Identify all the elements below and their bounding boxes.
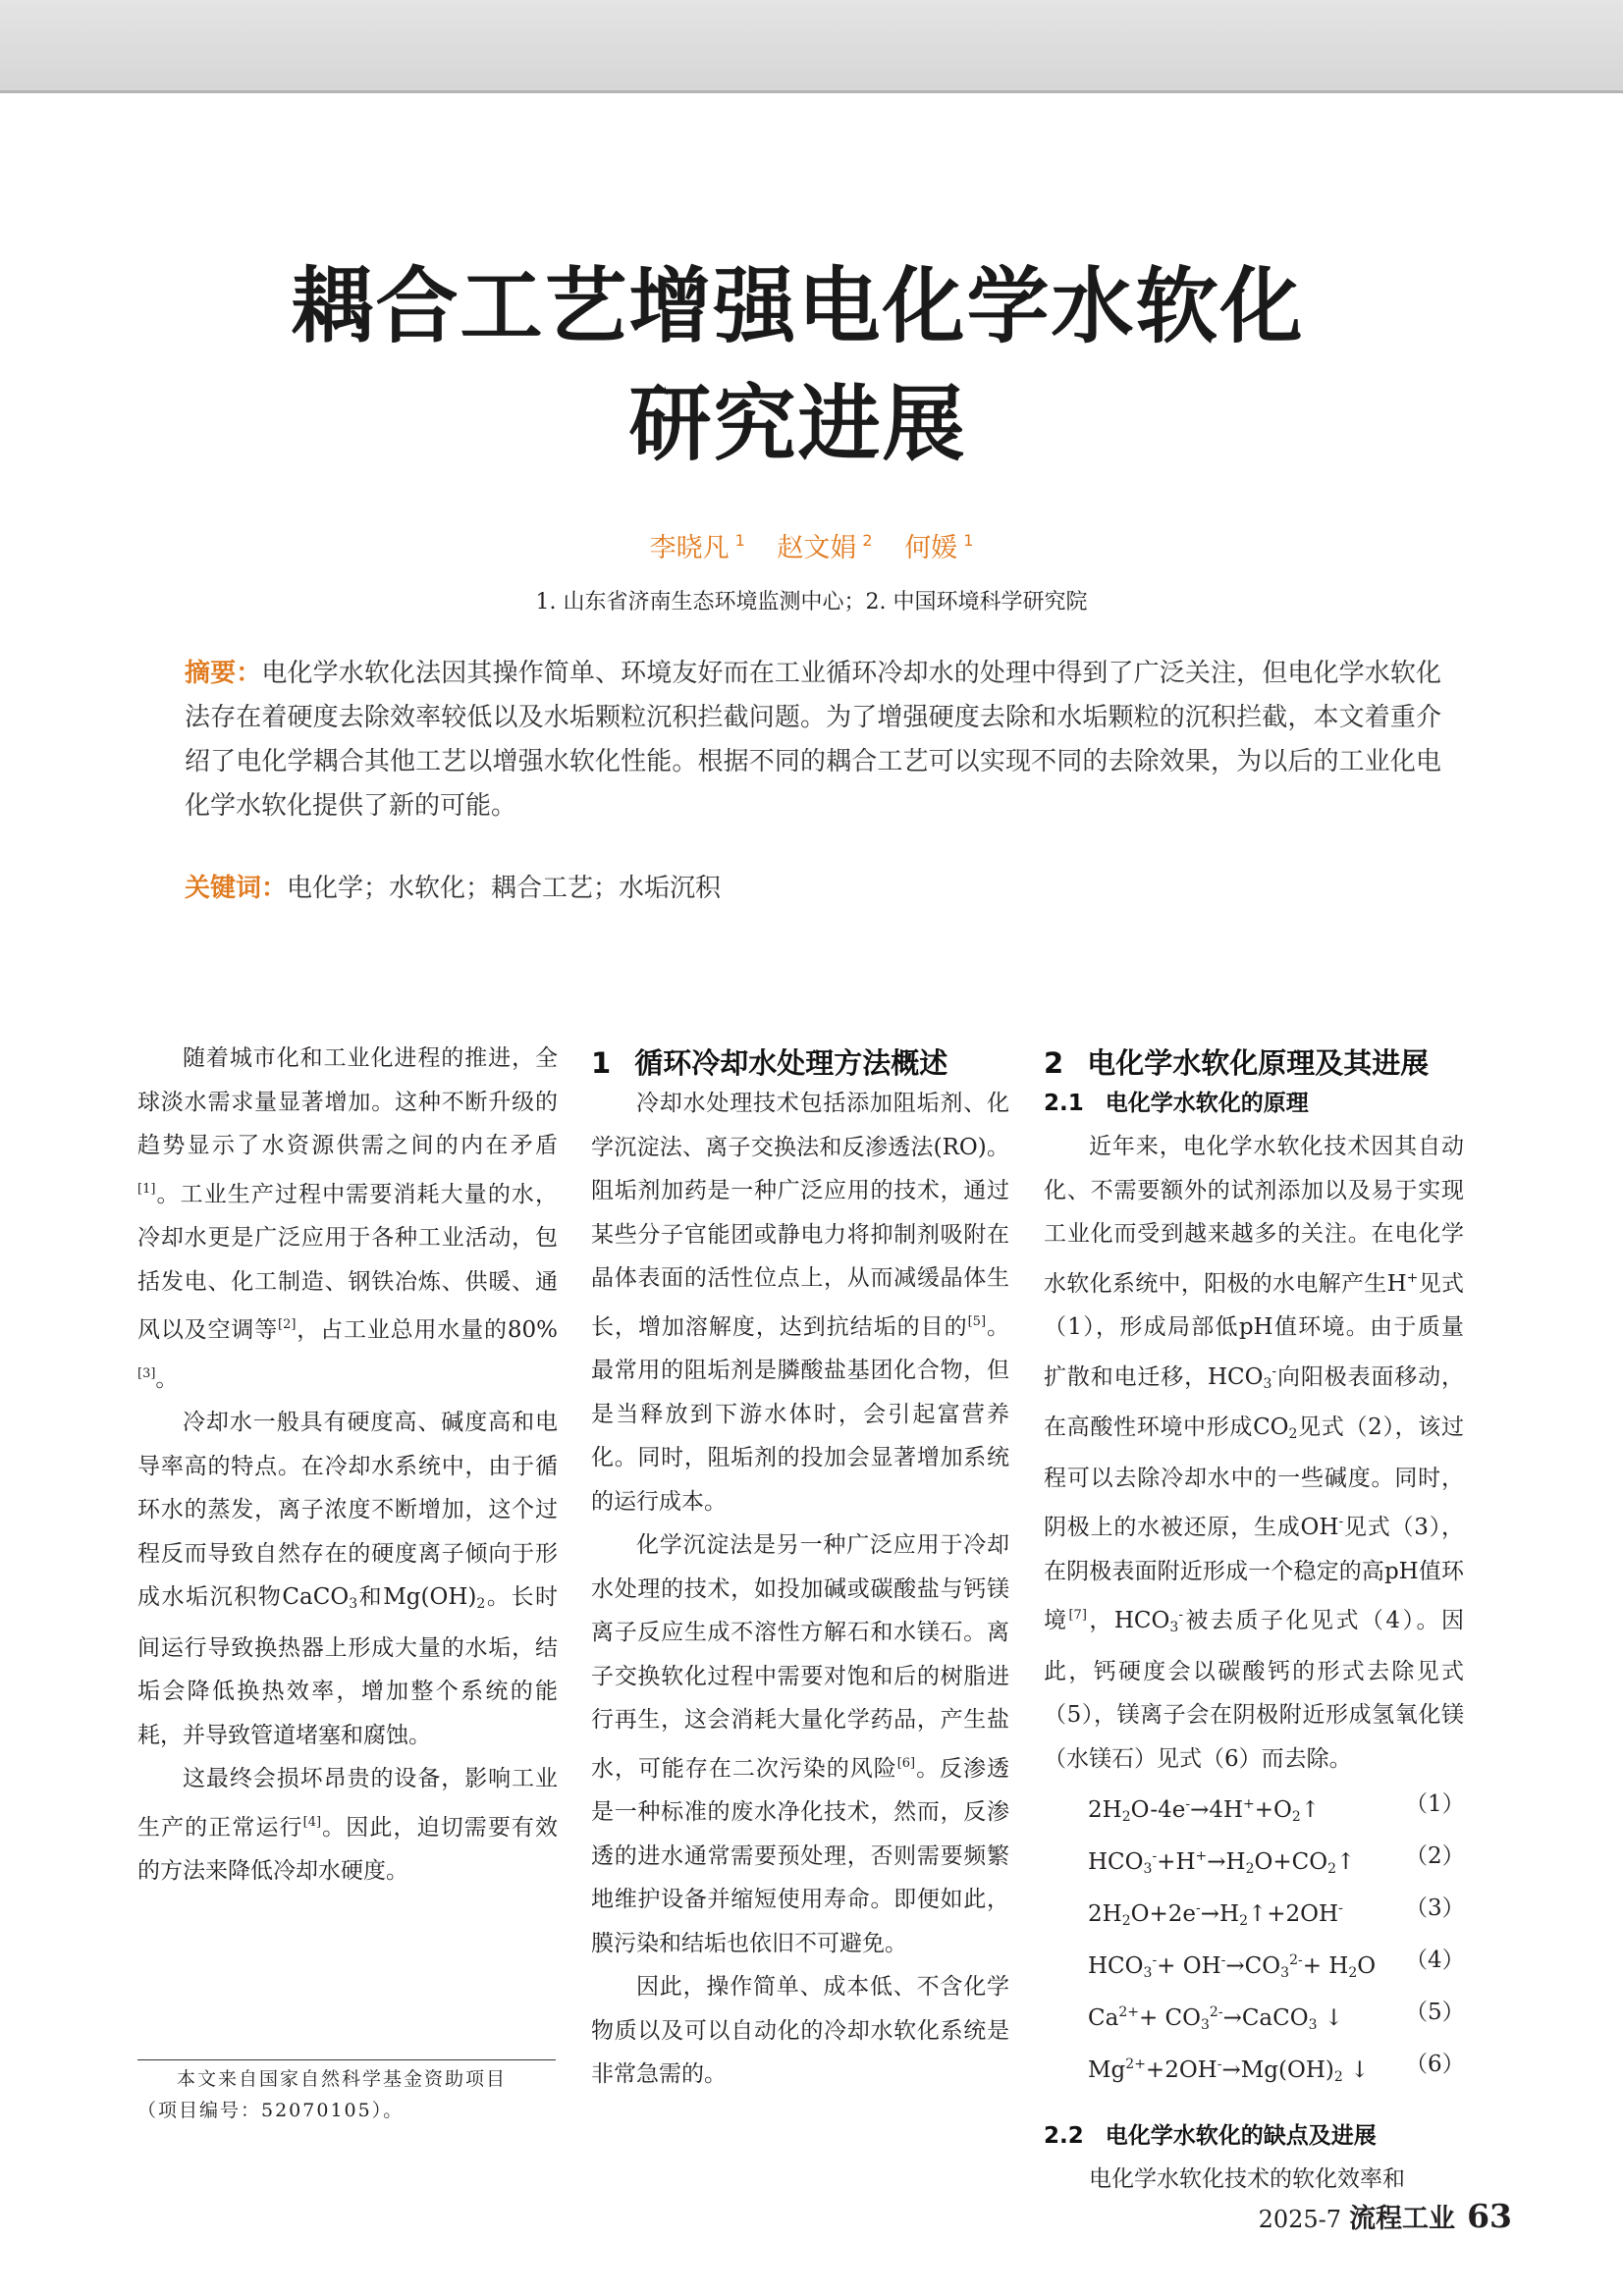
equation-5: $Ca^{2+}+$ $CO_3^{2-}\to CaCO_3$ ↓ （5） [1088,2000,1465,2033]
subsection-heading-2-2: 2.2 电化学水软化的缺点及进展 [1044,2123,1377,2149]
section-heading-2: 2 电化学水软化原理及其进展 [1044,1046,1430,1080]
abstract-text: 电化学水软化法因其操作简单、环境友好而在工业循环冷却水的处理中得到了广泛关注，但电化学水软化法存在着硬度去除效率较低以及水垢颗粒沉积拦截问题。为了增强硬度去除和水垢颗粒的沉积拦截，本文着重介绍了电化学耦合其他工艺以增强水软化性能。根据不同的耦合工艺可以实现不同的去除效果，为以后的工业化电化学水软化提供了新的可能。 [185,659,1441,821]
section-heading-1: 1 循环冷却水处理方法概述 [591,1046,948,1080]
subsection-heading-2-1: 2.1 电化学水软化的原理 [1044,1091,1309,1116]
column-2 [591,1037,1009,2097]
equation-4: $HCO_3^-+ OH^-\to CO_3^{2-}+ H_2O$ （4） [1088,1948,1465,1981]
paragraph: 这最终会损坏昂贵的设备，影响工业生产的正常运行[4]。因此，迫切需要有效的方法来降低冷却水硬度。 [137,1766,559,1884]
footnote-divider [137,2059,556,2060]
author-list [0,526,1623,564]
top-band [0,0,1623,93]
citation: [7] [1068,1608,1087,1623]
author: 何媛 $^1$ [904,531,974,563]
journal-name: 流程工业 [1349,2204,1456,2234]
paragraph: 冷却水一般具有硬度高、碱度高和电导率高的特点。在冷却水系统中，由于循环水的蒸发，离子浓度不断增加，这个过程反而导致自然存在的硬度离子倾向于形成水垢沉积物CaCO$_3$和$Mg(OH)_2$。长时间运行导致换热器上形成大量的水垢，结垢会降低换热效率，增加整个系统的能耗，并导致管道堵塞和腐蚀。 [137,1410,559,1748]
equation-1: $2H_2O-4e^-\to 4H^++O_2↑$ （1） [1088,1791,1465,1825]
author: 赵文娟 $^2$ [777,531,873,563]
citation: [4] [302,1814,322,1830]
equation-2: $HCO_3^-+H^+\to H_2O+CO_2↑$ （2） [1088,1843,1465,1877]
article-title-line1: 耦合工艺增强电化学水软化 [291,258,1305,354]
citation: [6] [896,1755,916,1771]
affiliation: 1. 山东省济南生态环境监测中心；2. 中国环境科学研究院 [535,590,1088,614]
equation-list [1044,1785,1464,2097]
author: 李晓凡 $^1$ [649,531,745,563]
citation: [1] [137,1181,156,1197]
paragraph: 近年来，电化学水软化技术因其自动化、不需要额外的试剂添加以及易于实现工业化而受到越来越多的关注。在电化学水软化系统中，阳极的水电解产生H+见式（1），形成局部低pH值环境。由于质量扩散和电迁移，$HCO_3^-$向阳极表面移动，在高酸性环境中形成$CO_2$见式（2），该过程可以去除冷却水中的一些碱度。同时，阴极上的水被还原，生成OH-见式（3），在阴极表面附近形成一个稳定的高pH值环境[7]，$HCO_3^-$被去质子化见式（4）。因此，钙硬度会以碳酸钙的形式去除见式（5），镁离子会在阴极附近形成氢氧化镁（水镁石）见式（6）而去除。 [1044,1134,1465,1772]
paragraph: 化学沉淀法是另一种广泛应用于冷却水处理的技术，如投加碱或碳酸盐与钙镁离子反应生成不溶性方解石和水镁石。离子交换软化过程中需要对饱和后的树脂进行再生，这会消耗大量化学药品，产生盐水，可能存在二次污染的风险[6]。反渗透是一种标准的废水净化技术，然而，反渗透的进水通常需要预处理，否则需要频繁地维护设备并缩短使用寿命。即便如此，膜污染和结垢也依旧不可避免。 [591,1532,1010,1956]
footnote: 本文来自国家自然科学基金资助项目 （项目编号：52070105）。 [137,2068,508,2121]
keywords-label: 关键词： [185,874,288,903]
column-3 [1044,1037,1464,2202]
citation: [2] [278,1317,297,1332]
paragraph: 冷却水处理技术包括添加阻垢剂、化学沉淀法、离子交换法和反渗透法(RO)。阻垢剂加药是一种广泛应用的技术，通过某些分子官能团或静电力将抑制剂吸附在晶体表面的活性位点上，从而减缓晶体生长，增加溶解度，达到抗结垢的目的[5]。最常用的阻垢剂是膦酸盐基团化合物，但是当释放到下游水体时，会引起富营养化。同时，阻垢剂的投加会显著增加系统的运行成本。 [591,1091,1010,1515]
paragraph: 因此，操作简单、成本低、不含化学物质以及可以自动化的冷却水软化系统是非常急需的。 [591,1974,1009,2087]
abstract-label: 摘要： [185,659,262,688]
keywords [185,868,1441,904]
citation: [5] [967,1313,987,1329]
equation-6: $Mg^{2+}+2OH^-\to Mg(OH)_2$ ↓ （6） [1088,2052,1465,2085]
keywords-text: 电化学；水软化；耦合工艺；水垢沉积 [287,874,722,903]
article-title-line2: 研究进展 [628,376,967,472]
page-footer [1178,2197,1512,2235]
issue-number: 2025-7 [1258,2206,1342,2233]
citation: [3] [137,1365,156,1381]
paragraph: 随着城市化和工业化进程的推进，全球淡水需求量显著增加。这种不断升级的趋势显示了水资源供需之间的内在矛盾[1]。工业生产过程中需要消耗大量的水，冷却水更是广泛应用于各种工业活动，包括发电、化工制造、钢铁冶炼、供暖、通风以及空调等[2]，占工业总用水量的80%[3]。 [137,1045,558,1392]
equation-3: $2H_2O+2e^-\to H_2↑+2OH^-$ （3） [1088,1896,1465,1929]
paragraph: 电化学水软化技术的软化效率和 [1089,2166,1405,2192]
abstract [185,652,1441,828]
page-number: 63 [1467,2197,1512,2235]
column-1 [137,1037,558,1894]
